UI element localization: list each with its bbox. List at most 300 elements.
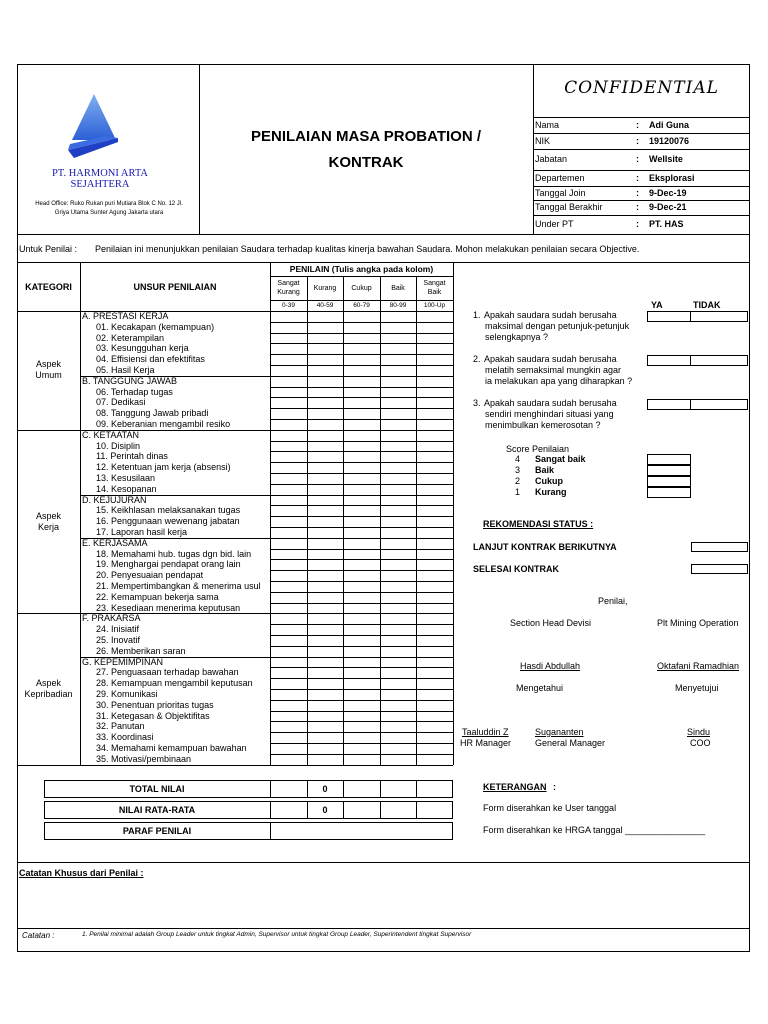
score-cell[interactable] [417, 312, 452, 321]
score-cell[interactable] [381, 614, 415, 623]
score-cell[interactable] [308, 463, 342, 472]
score-cell[interactable] [308, 679, 342, 688]
criteria-item: 18. Memahami hub. tugas dgn bid. lain [96, 548, 252, 559]
score-cell[interactable] [271, 312, 306, 321]
score-cell[interactable] [308, 755, 342, 764]
score-cell[interactable] [271, 701, 306, 710]
grid-line [80, 657, 270, 658]
score-cell[interactable] [344, 506, 379, 515]
score-cell[interactable] [381, 733, 415, 742]
score-cell[interactable] [344, 431, 379, 440]
paraf-field[interactable] [271, 823, 452, 839]
score-cell[interactable] [308, 690, 342, 699]
score-cell[interactable] [271, 496, 306, 505]
score-cell[interactable] [271, 679, 306, 688]
score-cell[interactable] [271, 334, 306, 343]
score-cell[interactable] [271, 409, 306, 418]
score-cell[interactable] [417, 474, 452, 483]
total-label: PARAF PENILAI [122, 826, 192, 836]
score-cell[interactable] [271, 712, 306, 721]
score-cell[interactable] [417, 744, 452, 753]
score-cell[interactable] [417, 528, 452, 537]
score-cell[interactable] [344, 647, 379, 656]
score-cell[interactable] [344, 485, 379, 494]
criteria-item: 11. Perintah dinas [96, 451, 168, 462]
question-number: 2. [473, 354, 481, 364]
score-box[interactable] [647, 476, 691, 487]
score-cell[interactable] [271, 647, 306, 656]
grid-line [343, 276, 344, 765]
score-cell[interactable] [271, 550, 306, 559]
score-cell[interactable] [381, 323, 415, 332]
score-cell[interactable] [308, 636, 342, 645]
grid-line [380, 276, 381, 765]
score-cell[interactable] [344, 409, 379, 418]
question-text: Apakah saudara sudah berusaha [484, 310, 617, 320]
total-label: NILAI RATA-RATA [118, 805, 196, 815]
score-cell[interactable] [271, 636, 306, 645]
score-cell[interactable] [344, 452, 379, 461]
score-cell[interactable] [381, 506, 415, 515]
keterangan-line-2: Form diserahkan ke HRGA tanggal ________________ [483, 825, 706, 835]
score-cell[interactable] [381, 442, 415, 451]
tidak-header: TIDAK [693, 300, 721, 310]
score-cell[interactable] [381, 312, 415, 321]
score-cell[interactable] [344, 658, 379, 667]
lanjut-kontrak-checkbox[interactable] [691, 542, 748, 552]
answer-ya-box[interactable] [647, 399, 691, 410]
score-cell[interactable] [344, 377, 379, 386]
score-cell[interactable] [308, 388, 342, 397]
score-cell[interactable] [417, 668, 452, 677]
score-cell[interactable] [308, 452, 342, 461]
scale-range: 80-99 [389, 302, 407, 309]
score-cell[interactable] [417, 733, 452, 742]
grid-line [270, 801, 271, 819]
score-cell[interactable] [417, 496, 452, 505]
score-cell[interactable] [381, 388, 415, 397]
score-cell[interactable] [271, 506, 306, 515]
hr-manager-label: HR Manager [460, 738, 512, 748]
score-cell[interactable] [308, 560, 342, 569]
criteria-item: 27. Penguasaan terhadap bawahan [96, 667, 239, 678]
score-cell[interactable] [381, 604, 415, 613]
score-cell[interactable] [344, 496, 379, 505]
score-cell[interactable] [308, 614, 342, 623]
score-cell[interactable] [271, 366, 306, 375]
score-cell[interactable] [344, 474, 379, 483]
score-cell[interactable] [381, 550, 415, 559]
score-cell[interactable] [271, 582, 306, 591]
score-cell[interactable] [271, 604, 306, 613]
grid-line [270, 276, 453, 277]
score-cell[interactable] [271, 614, 306, 623]
score-cell[interactable] [344, 560, 379, 569]
info-colon: : [636, 202, 639, 212]
score-cell[interactable] [308, 474, 342, 483]
score-cell[interactable] [308, 506, 342, 515]
score-cell[interactable] [381, 517, 415, 526]
score-cell[interactable] [381, 334, 415, 343]
score-cell[interactable] [308, 550, 342, 559]
score-cell[interactable] [417, 506, 452, 515]
score-cell[interactable] [381, 366, 415, 375]
score-cell[interactable] [344, 722, 379, 731]
score-label: Kurang [535, 487, 567, 497]
criteria-item: 05. Hasil Kerja [96, 365, 155, 375]
score-cell[interactable] [308, 582, 342, 591]
score-cell[interactable] [381, 744, 415, 753]
grid-line [270, 300, 453, 301]
score-cell[interactable] [417, 560, 452, 569]
score-cell[interactable] [344, 420, 379, 429]
info-value: Adi Guna [649, 119, 689, 130]
score-cell[interactable] [271, 355, 306, 364]
score-cell[interactable] [381, 355, 415, 364]
score-cell[interactable] [344, 539, 379, 548]
score-cell[interactable] [344, 323, 379, 332]
keterangan-colon: : [553, 782, 556, 792]
score-cell[interactable] [308, 722, 342, 731]
score-cell[interactable] [344, 668, 379, 677]
score-cell[interactable] [381, 571, 415, 580]
score-cell[interactable] [344, 712, 379, 721]
score-cell[interactable] [271, 744, 306, 753]
answer-tidak-box[interactable] [690, 355, 748, 366]
score-cell[interactable] [344, 614, 379, 623]
score-cell[interactable] [417, 679, 452, 688]
criteria-item: 21. Mempertimbangkan & menerima usul [96, 581, 261, 591]
info-value: Eksplorasi [649, 172, 695, 183]
score-cell[interactable] [271, 420, 306, 429]
score-box[interactable] [647, 465, 691, 476]
score-cell[interactable] [308, 377, 342, 386]
company-address [20, 200, 198, 218]
score-cell[interactable] [417, 355, 452, 364]
criteria-item: 22. Kemampuan bekerja sama [96, 591, 219, 602]
score-cell[interactable] [381, 496, 415, 505]
scale-header: Kurang [313, 284, 337, 292]
grid-line [343, 780, 344, 798]
score-cell[interactable] [344, 366, 379, 375]
score-cell[interactable] [308, 712, 342, 721]
grid-line [343, 801, 344, 819]
score-cell[interactable] [381, 712, 415, 721]
score-cell[interactable] [417, 614, 452, 623]
catatan-khusus-label: Catatan Khusus dari Penilai : [19, 868, 144, 878]
score-cell[interactable] [381, 625, 415, 634]
score-cell[interactable] [417, 690, 452, 699]
score-cell[interactable] [271, 474, 306, 483]
score-cell[interactable] [381, 593, 415, 602]
score-cell[interactable] [344, 517, 379, 526]
score-cell[interactable] [271, 593, 306, 602]
score-cell[interactable] [271, 388, 306, 397]
score-cell[interactable] [308, 323, 342, 332]
score-cell[interactable] [381, 701, 415, 710]
page-title [199, 124, 533, 176]
coo-label: COO [690, 738, 711, 748]
score-cell[interactable] [308, 442, 342, 451]
grid-line [80, 538, 270, 539]
score-cell[interactable] [344, 571, 379, 580]
score-cell[interactable] [271, 344, 306, 353]
section-header: D. KEJUJURAN [82, 494, 147, 505]
info-row-line [533, 200, 750, 201]
score-cell[interactable] [308, 409, 342, 418]
grid-line [17, 765, 453, 766]
score-cell[interactable] [271, 442, 306, 451]
score-cell[interactable] [417, 636, 452, 645]
question-text: selengkapnya ? [485, 332, 549, 342]
ya-header: YA [651, 300, 663, 310]
criteria-item: 03. Kesungguhan kerja [96, 343, 189, 354]
score-cell[interactable] [308, 485, 342, 494]
score-cell[interactable] [417, 366, 452, 375]
score-cell[interactable] [381, 722, 415, 731]
score-cell[interactable] [381, 690, 415, 699]
score-label: Cukup [535, 476, 563, 486]
section-header: B. TANGGUNG JAWAB [82, 375, 178, 386]
score-cell[interactable] [344, 582, 379, 591]
answer-ya-box[interactable] [647, 311, 691, 322]
score-cell[interactable] [417, 593, 452, 602]
score-cell[interactable] [308, 625, 342, 634]
score-cell[interactable] [381, 668, 415, 677]
score-cell[interactable] [417, 582, 452, 591]
score-cell[interactable] [271, 323, 306, 332]
score-cell[interactable] [417, 755, 452, 764]
score-cell[interactable] [344, 593, 379, 602]
score-cell[interactable] [381, 377, 415, 386]
score-cell[interactable] [381, 463, 415, 472]
score-cell[interactable] [271, 755, 306, 764]
score-cell[interactable] [271, 668, 306, 677]
answer-ya-box[interactable] [647, 355, 691, 366]
info-colon: : [636, 154, 639, 164]
score-cell[interactable] [381, 636, 415, 645]
score-cell[interactable] [271, 658, 306, 667]
score-cell[interactable] [344, 334, 379, 343]
answer-tidak-box[interactable] [690, 311, 748, 322]
answer-tidak-box[interactable] [690, 399, 748, 410]
score-cell[interactable] [417, 485, 452, 494]
score-cell[interactable] [417, 420, 452, 429]
score-cell[interactable] [417, 431, 452, 440]
score-cell[interactable] [381, 485, 415, 494]
score-box[interactable] [647, 487, 691, 498]
score-cell[interactable] [308, 733, 342, 742]
criteria-item: 31. Ketegasan & Objektifitas [96, 710, 210, 721]
score-cell[interactable] [381, 679, 415, 688]
score-cell[interactable] [308, 571, 342, 580]
score-cell[interactable] [417, 658, 452, 667]
score-cell[interactable] [381, 344, 415, 353]
score-cell[interactable] [308, 355, 342, 364]
info-line [533, 117, 750, 118]
score-cell[interactable] [344, 312, 379, 321]
score-cell[interactable] [308, 528, 342, 537]
score-cell[interactable] [417, 604, 452, 613]
info-row-line [533, 170, 750, 171]
criteria-item: 15. Keikhlasan melaksanakan tugas [96, 505, 241, 516]
score-cell[interactable] [417, 571, 452, 580]
score-cell[interactable] [344, 744, 379, 753]
score-cell[interactable] [344, 550, 379, 559]
score-box[interactable] [647, 454, 691, 465]
score-cell[interactable] [417, 539, 452, 548]
section-header: A. PRESTASI KERJA [82, 311, 169, 321]
score-cell[interactable] [271, 517, 306, 526]
score-cell[interactable] [417, 388, 452, 397]
score-cell[interactable] [381, 539, 415, 548]
score-cell[interactable] [271, 539, 306, 548]
title-line-1: PENILAIAN MASA PROBATION / [250, 128, 481, 145]
score-cell[interactable] [417, 442, 452, 451]
score-cell[interactable] [344, 679, 379, 688]
score-cell[interactable] [417, 409, 452, 418]
score-cell[interactable] [417, 334, 452, 343]
score-cell[interactable] [417, 722, 452, 731]
score-cell[interactable] [344, 636, 379, 645]
untuk-penilai-label: Untuk Penilai : [19, 244, 78, 254]
score-cell[interactable] [271, 452, 306, 461]
category-label: Aspek Umum [35, 359, 62, 381]
scale-header: Sangat Kurang [277, 280, 300, 296]
grid-line [80, 495, 270, 496]
score-cell[interactable] [271, 377, 306, 386]
criteria-item: 26. Memberikan saran [96, 645, 186, 656]
score-cell[interactable] [308, 604, 342, 613]
score-cell[interactable] [271, 431, 306, 440]
score-cell[interactable] [344, 355, 379, 364]
selesai-kontrak-checkbox[interactable] [691, 564, 748, 574]
score-cell[interactable] [417, 712, 452, 721]
score-cell[interactable] [381, 398, 415, 407]
score-cell[interactable] [308, 658, 342, 667]
score-cell[interactable] [344, 701, 379, 710]
score-cell[interactable] [271, 528, 306, 537]
score-cell[interactable] [381, 452, 415, 461]
signer-taaluddin: Taaluddin Z [462, 727, 509, 737]
category-label: Aspek Kerja [35, 510, 61, 532]
score-cell[interactable] [417, 323, 452, 332]
score-cell[interactable] [344, 625, 379, 634]
score-cell[interactable] [344, 463, 379, 472]
score-cell[interactable] [417, 398, 452, 407]
score-cell[interactable] [381, 474, 415, 483]
score-cell[interactable] [344, 755, 379, 764]
score-cell[interactable] [381, 647, 415, 656]
score-cell[interactable] [344, 398, 379, 407]
score-cell[interactable] [271, 463, 306, 472]
score-cell[interactable] [381, 528, 415, 537]
confidential-label: CONFIDENTIAL [564, 78, 719, 98]
info-row-line [533, 215, 750, 216]
score-cell[interactable] [417, 377, 452, 386]
scale-header: Baik [391, 284, 405, 292]
score-cell[interactable] [308, 334, 342, 343]
score-cell[interactable] [417, 452, 452, 461]
score-cell[interactable] [308, 701, 342, 710]
criteria-item: 16. Penggunaan wewenang jabatan [96, 516, 240, 527]
score-cell[interactable] [344, 733, 379, 742]
score-cell[interactable] [381, 409, 415, 418]
signer-sugananten: Sugananten [535, 727, 584, 737]
lanjut-kontrak-label: LANJUT KONTRAK BERIKUTNYA [473, 542, 617, 552]
score-cell[interactable] [344, 344, 379, 353]
scale-range: 60-79 [353, 302, 370, 309]
score-cell[interactable] [308, 420, 342, 429]
score-cell[interactable] [308, 744, 342, 753]
score-cell[interactable] [381, 420, 415, 429]
scale-range: 100-Up [423, 302, 446, 309]
scale-header: Sangat Baik [423, 280, 446, 296]
score-cell[interactable] [417, 463, 452, 472]
score-cell[interactable] [381, 755, 415, 764]
score-cell[interactable] [381, 582, 415, 591]
score-cell[interactable] [344, 388, 379, 397]
score-cell[interactable] [344, 690, 379, 699]
score-cell[interactable] [308, 517, 342, 526]
total-value: 0 [322, 784, 328, 794]
score-cell[interactable] [308, 366, 342, 375]
criteria-item: 32. Panutan [96, 721, 145, 732]
score-cell[interactable] [271, 560, 306, 569]
score-cell[interactable] [417, 517, 452, 526]
info-value: Wellsite [649, 154, 683, 164]
score-cell[interactable] [344, 442, 379, 451]
score-cell[interactable] [308, 668, 342, 677]
score-cell[interactable] [271, 571, 306, 580]
score-cell[interactable] [381, 658, 415, 667]
question-text: melatih semaksimal mungkin agar [485, 365, 622, 375]
score-cell[interactable] [308, 312, 342, 321]
score-cell[interactable] [417, 344, 452, 353]
score-cell[interactable] [308, 431, 342, 440]
score-label: Baik [535, 465, 555, 475]
score-cell[interactable] [417, 701, 452, 710]
score-cell[interactable] [381, 431, 415, 440]
score-cell[interactable] [344, 604, 379, 613]
score-cell[interactable] [417, 647, 452, 656]
score-cell[interactable] [381, 560, 415, 569]
score-cell[interactable] [344, 528, 379, 537]
score-cell[interactable] [417, 550, 452, 559]
score-cell[interactable] [308, 398, 342, 407]
criteria-item: 34. Memahami kemampuan bawahan [96, 743, 247, 753]
info-label: Jabatan [535, 154, 568, 164]
score-cell[interactable] [271, 398, 306, 407]
score-cell[interactable] [271, 690, 306, 699]
score-cell[interactable] [271, 485, 306, 494]
score-cell[interactable] [308, 344, 342, 353]
score-cell[interactable] [417, 625, 452, 634]
question-number: 3. [473, 398, 481, 408]
score-cell[interactable] [271, 625, 306, 634]
score-cell[interactable] [308, 496, 342, 505]
info-colon: : [636, 135, 639, 146]
section-header: G. KEPEMIMPINAN [82, 656, 164, 667]
info-colon: : [636, 119, 639, 130]
score-cell[interactable] [271, 733, 306, 742]
score-cell[interactable] [271, 722, 306, 731]
total-value: 0 [322, 805, 328, 815]
score-cell[interactable] [308, 593, 342, 602]
score-cell[interactable] [308, 539, 342, 548]
criteria-item: 25. Inovatif [96, 635, 141, 645]
score-cell[interactable] [308, 647, 342, 656]
